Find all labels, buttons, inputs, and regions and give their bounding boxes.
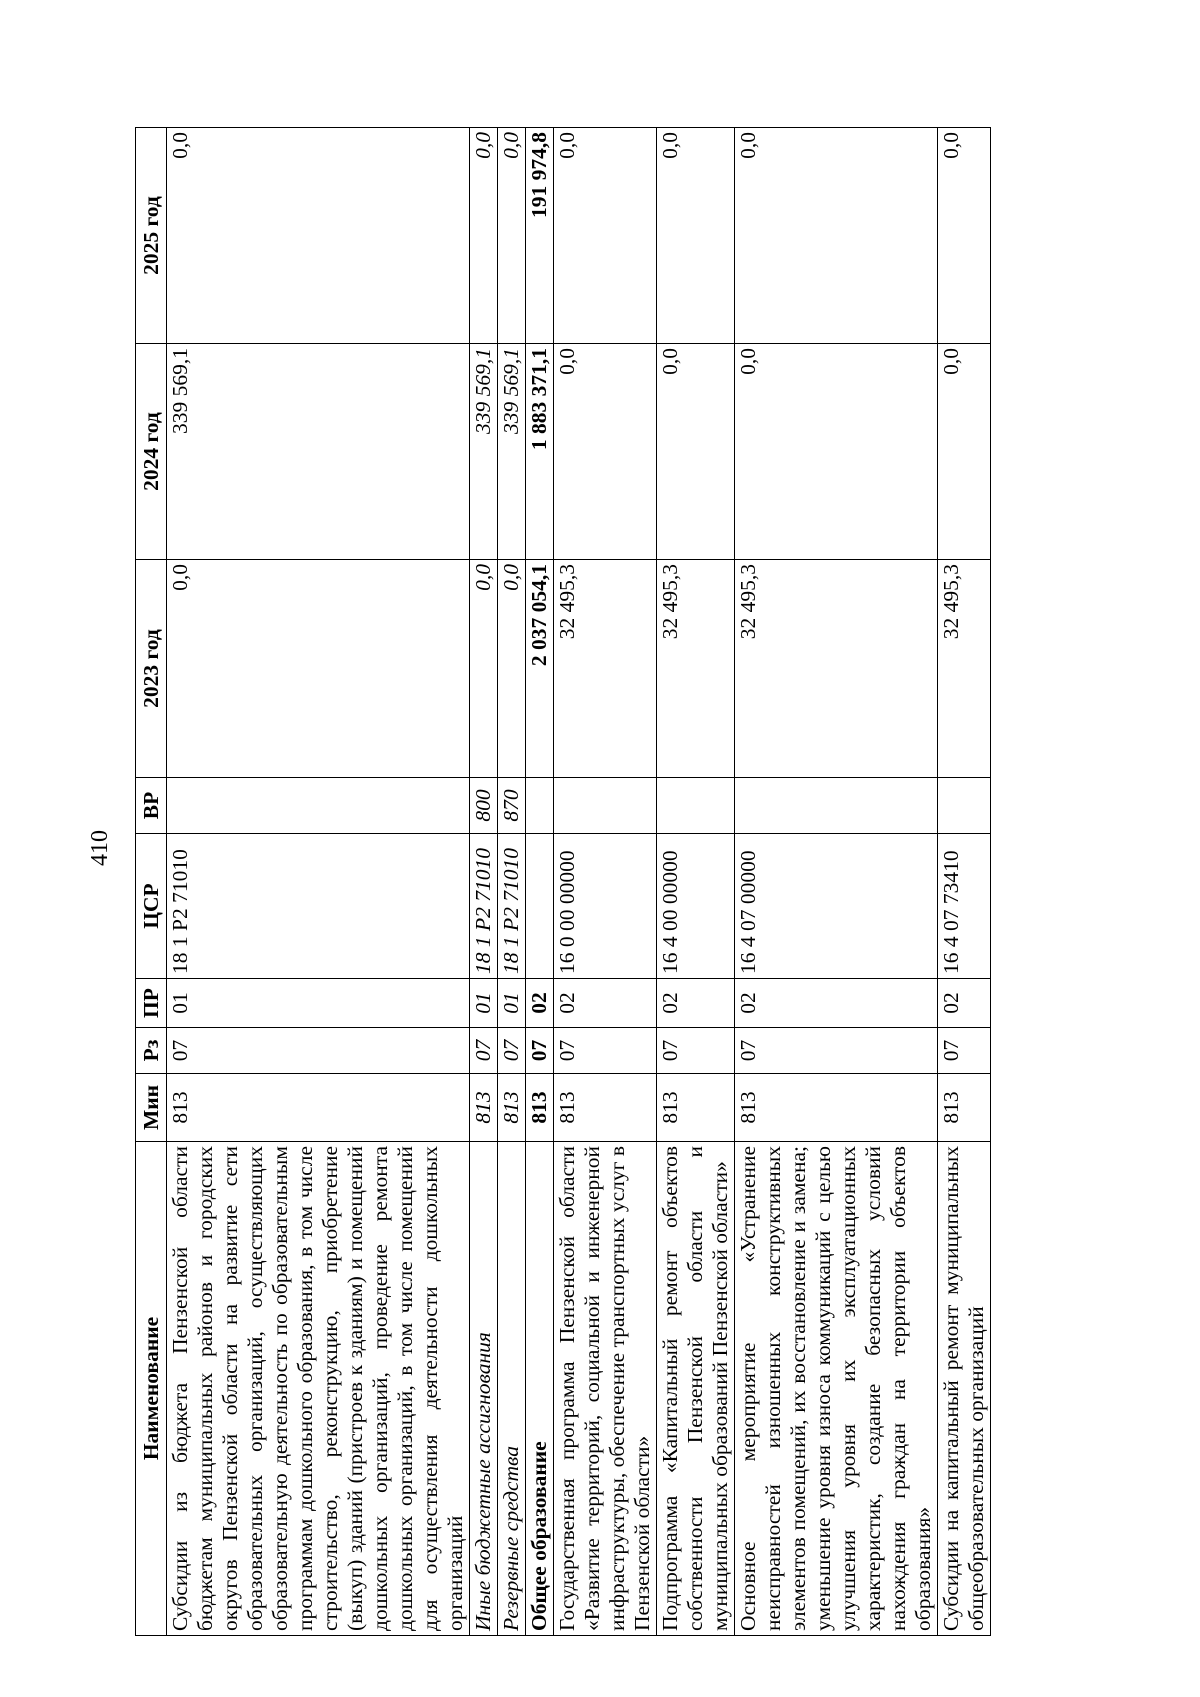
row-2025: 0,0 [554, 128, 657, 344]
row-vr [735, 778, 938, 834]
row-2025: 0,0 [470, 128, 498, 344]
row-2023: 32 495,3 [735, 560, 938, 778]
header-2024: 2024 год [136, 344, 167, 560]
row-name: Государственная программа Пензенской области «Развитие территорий, социальной и инженерной инфраструктуры, обеспечение транспортных услуг в Пензенской области» [554, 1142, 657, 1636]
row-pr: 01 [498, 979, 526, 1028]
row-2023: 32 495,3 [554, 560, 657, 778]
row-name: Резервные средства [498, 1142, 526, 1636]
header-name: Наименование [136, 1142, 167, 1636]
row-pr: 02 [657, 979, 735, 1028]
row-vr [938, 778, 991, 834]
header-rz: Рз [136, 1028, 167, 1074]
row-min: 813 [735, 1074, 938, 1142]
row-2024: 339 569,1 [498, 344, 526, 560]
header-vr: ВР [136, 778, 167, 834]
row-2025: 0,0 [498, 128, 526, 344]
table-row [554, 128, 657, 1636]
row-rz: 07 [498, 1028, 526, 1074]
row-vr [526, 778, 554, 834]
row-pr: 01 [470, 979, 498, 1028]
row-csr [526, 834, 554, 979]
row-2025: 0,0 [167, 128, 470, 344]
table-row [526, 128, 554, 1636]
row-2025: 0,0 [657, 128, 735, 344]
row-pr: 02 [938, 979, 991, 1028]
table-row [938, 128, 991, 1636]
table-row [167, 128, 470, 1636]
row-2025: 0,0 [735, 128, 938, 344]
row-2025: 0,0 [938, 128, 991, 344]
row-name: Общее образование [526, 1142, 554, 1636]
row-min: 813 [167, 1074, 470, 1142]
row-rz: 07 [554, 1028, 657, 1074]
row-vr [657, 778, 735, 834]
header-pr: ПР [136, 979, 167, 1028]
row-2024: 1 883 371,1 [526, 344, 554, 560]
row-rz: 07 [938, 1028, 991, 1074]
row-2024: 0,0 [657, 344, 735, 560]
row-vr [167, 778, 470, 834]
row-vr: 800 [470, 778, 498, 834]
row-csr: 18 1 P2 71010 [498, 834, 526, 979]
row-csr: 18 1 P2 71010 [470, 834, 498, 979]
row-2024: 339 569,1 [167, 344, 470, 560]
row-vr [554, 778, 657, 834]
row-2024: 0,0 [735, 344, 938, 560]
row-pr: 01 [167, 979, 470, 1028]
row-2023: 0,0 [498, 560, 526, 778]
table-row [735, 128, 938, 1636]
row-rz: 07 [735, 1028, 938, 1074]
header-csr: ЦСР [136, 834, 167, 979]
row-min: 813 [498, 1074, 526, 1142]
row-csr: 16 4 07 73410 [938, 834, 991, 979]
row-csr: 18 1 P2 71010 [167, 834, 470, 979]
row-min: 813 [554, 1074, 657, 1142]
table-row [498, 128, 526, 1636]
row-2023: 0,0 [167, 560, 470, 778]
row-pr: 02 [554, 979, 657, 1028]
row-name: Подпрограмма «Капитальный ремонт объектов собственности Пензенской области и муниципальных образований Пензенской области» [657, 1142, 735, 1636]
row-min: 813 [470, 1074, 498, 1142]
rotated-table-container [135, 128, 1062, 1636]
row-csr: 16 4 00 00000 [657, 834, 735, 979]
row-2023: 32 495,3 [657, 560, 735, 778]
row-rz: 07 [657, 1028, 735, 1074]
row-rz: 07 [470, 1028, 498, 1074]
row-2023: 2 037 054,1 [526, 560, 554, 778]
table-header-row [136, 128, 167, 1636]
page-number-wrap [60, 830, 140, 866]
row-2025: 191 974,8 [526, 128, 554, 344]
row-csr: 16 4 07 00000 [735, 834, 938, 979]
row-pr: 02 [526, 979, 554, 1028]
row-name: Иные бюджетные ассигнования [470, 1142, 498, 1636]
row-2024: 0,0 [554, 344, 657, 560]
table-row [657, 128, 735, 1636]
row-2024: 339 569,1 [470, 344, 498, 560]
budget-table [135, 127, 991, 1636]
row-2023: 32 495,3 [938, 560, 991, 778]
row-min: 813 [938, 1074, 991, 1142]
row-min: 813 [657, 1074, 735, 1142]
row-csr: 16 0 00 00000 [554, 834, 657, 979]
row-2023: 0,0 [470, 560, 498, 778]
row-2024: 0,0 [938, 344, 991, 560]
row-rz: 07 [526, 1028, 554, 1074]
header-2023: 2023 год [136, 560, 167, 778]
page-number: 410 [87, 830, 113, 866]
row-name: Субсидии на капитальный ремонт муниципальных общеобразовательных организаций [938, 1142, 991, 1636]
row-vr: 870 [498, 778, 526, 834]
table-row [470, 128, 498, 1636]
row-rz: 07 [167, 1028, 470, 1074]
header-min: Мин [136, 1074, 167, 1142]
row-min: 813 [526, 1074, 554, 1142]
header-2025: 2025 год [136, 128, 167, 344]
row-name: Основное мероприятие «Устранение неисправностей изношенных конструктивных элементов помещений, их восстановление и замена; уменьшение уровня износа коммуникаций с целью улучшения уровня их эксплуатационных характеристик, создание безопасных условий нахождения граждан на территории объектов образования» [735, 1142, 938, 1636]
row-pr: 02 [735, 979, 938, 1028]
row-name: Субсидии из бюджета Пензенской области бюджетам муниципальных районов и городских округов Пензенской области на развитие сети образовательных организаций, осуществляющих образовательную деятельность по образовательным программам дошкольного образования, в том числе строительство, реконструкцию, приобретение (выкуп) зданий (пристроев к зданиям) и помещений дошкольных организаций, проведение ремонта дошкольных организаций, в том числе помещений для осуществления деятельности дошкольных организаций [167, 1142, 470, 1636]
